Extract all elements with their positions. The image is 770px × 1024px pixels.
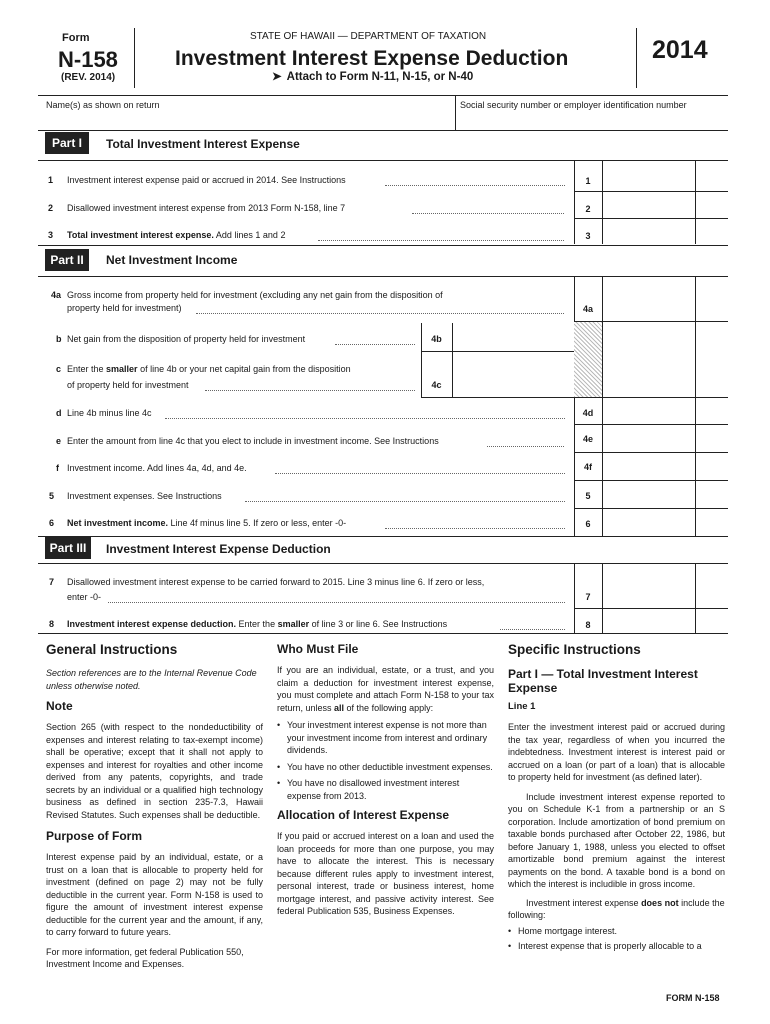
specific-bullet-1-text: Home mortgage interest. [518, 925, 618, 936]
line4a-number: 4a [51, 290, 62, 300]
line4a-box-label: 4a [582, 304, 593, 314]
line3-box-label: 3 [585, 231, 591, 241]
who-bullet-2: • You have no other deductible investment expenses. [277, 761, 493, 772]
line5-text: Investment expenses. See Instructions [67, 491, 222, 501]
names-field[interactable] [40, 111, 452, 127]
line4c-number: c [56, 364, 62, 374]
line3-text [67, 230, 285, 240]
line3-bold: Total investment interest expense. [67, 230, 214, 240]
include-text: Include investment interest expense reported to you on Schedule K-1 from a partnership or an S corporation. Include amortization of bond premium on taxable bonds purchased after October 22, 1986, but before January 1, 1988, unless you elected to offset amortizable bond premium against the interest payments on the bond. A taxable bond is a bond on which the interest is includible in gross income. [508, 791, 725, 889]
line4b-amount[interactable] [454, 325, 572, 350]
who-text-b: all [334, 702, 345, 713]
ssn-field[interactable] [458, 111, 726, 127]
line4f-text: Investment income. Add lines 4a, 4d, and 4e. [67, 463, 247, 473]
line4d-amount[interactable] [604, 399, 694, 423]
line6-rest: Line 4f minus line 5. If zero or less, enter -0- [168, 518, 347, 528]
arrow-right-icon: ➤ [272, 71, 282, 83]
part1-badge: Part I [45, 132, 89, 154]
line7-amount[interactable] [604, 580, 694, 606]
line2-text: Disallowed investment interest expense from 2013 Form N-158, line 7 [67, 203, 346, 213]
instructions-col1 [46, 642, 263, 971]
line6-amount[interactable] [604, 510, 694, 535]
form-revision: (REV. 2014) [61, 72, 116, 83]
part1-title: Total Investment Interest Expense [106, 137, 300, 151]
instructions-col2 [277, 642, 494, 918]
line8-amount[interactable] [604, 610, 694, 632]
line2-number: 2 [48, 203, 54, 213]
line4e-amount[interactable] [604, 426, 694, 451]
form-word: Form [62, 32, 90, 44]
ssn-label: Social security number or employer identification number [460, 100, 687, 110]
line4d-number: d [56, 408, 62, 418]
line4d-box-label: 4d [582, 408, 594, 418]
line1-amount[interactable] [604, 164, 694, 190]
not-include-a: Investment interest expense [526, 897, 642, 908]
specific-bullet-2: • Interest expense that is properly allocable to a [508, 941, 702, 951]
note-text: Section 265 (with respect to the nondeductibility of expenses and interest relating to tax-exempt income) shall be operative; except that it shall not apply to expenses and interest for royalties and other income derived from any patents, copyrights, and trade secrets by an individual or a qualified high technology business as defined in section 235-7.3, Hawaii Revised Statutes. Such expenses shall be deductible. [46, 722, 263, 820]
line3-rest: Add lines 1 and 2 [213, 230, 286, 240]
line4b-box-label: 4b [431, 334, 442, 344]
line4f-box-label: 4f [583, 462, 592, 472]
line4c-t1c: of line 4b or your net capital gain from the disposition [137, 364, 351, 374]
line7-text1: Disallowed investment interest expense to be carried forward to 2015. Line 3 minus line 6. If zero or less, [67, 577, 485, 587]
alloc-text: If you paid or accrued interest on a loan and used the loan proceeds for more than one purpose, you may have to allocate the interest. This is necessary because different rules apply to investment interest, personal interest, trade or business interest, home mortgage interest, and passive activity interest. See federal Publication 535, Business Expenses. [277, 831, 494, 916]
part2-title: Net Investment Income [106, 253, 238, 267]
footer-form-label: FORM N-158 [666, 993, 720, 1003]
who-text [277, 664, 494, 714]
line8-b: smaller [277, 619, 310, 629]
line6-box-label: 6 [585, 519, 591, 529]
line1-box-label: 1 [585, 176, 591, 186]
who-bullet-2-text: You have no other deductible investment expenses. [287, 761, 493, 772]
instructions-col3 [508, 642, 725, 953]
part1-instr-heading: Part I — Total Investment Interest Expense [508, 667, 698, 695]
line8-text [67, 619, 447, 629]
line7-number: 7 [49, 577, 55, 587]
attach-text: Attach to Form N-11, N-15, or N-40 [286, 71, 474, 83]
line5-box-label: 5 [585, 491, 591, 501]
line8-a: Enter the [236, 619, 278, 629]
part3-badge: Part III [45, 537, 91, 559]
form-number: N-158 [58, 47, 118, 72]
line4c-t1a: Enter the [67, 364, 107, 374]
line1-number: 1 [48, 175, 54, 185]
line7-box-label: 7 [585, 592, 591, 602]
line8-number: 8 [49, 619, 55, 629]
purpose-text: Interest expense paid by an individual, estate, or a trust on a loan that is allocable to property held for investment (defined on page 2) may not be fully deductible in the current year. Form N-158 is used to figure the amount of investment interest expense deductible for the current year and the amount, if any, to carry forward to future years. [46, 852, 263, 937]
line6-bold: Net investment income. [67, 518, 169, 528]
line4c-text2: of property held for investment [67, 380, 189, 390]
line3-amount[interactable] [604, 220, 694, 244]
purpose-heading: Purpose of Form [46, 829, 143, 843]
who-bullet-1: • Your investment interest expense is not more than your investment income from interest and ordinary dividends. [277, 720, 488, 755]
form-title: Investment Interest Expense Deduction [175, 47, 569, 70]
who-text-a: If you are an individual, estate, or a trust, and you claim a deduction for investment interest expense, you must complete and attach Form N-158 to your tax return, unless [277, 665, 494, 713]
who-bullet-1-text: Your investment interest expense is not more than your investment income from interest and ordinary dividends. [287, 720, 488, 755]
line4f-amount[interactable] [604, 454, 694, 479]
alloc-heading: Allocation of Interest Expense [277, 808, 450, 822]
line4e-number: e [56, 436, 62, 446]
who-text-c: of the following apply: [344, 702, 434, 713]
not-include-c: include the following: [508, 897, 725, 920]
agency-name: STATE OF HAWAII — DEPARTMENT OF TAXATION [250, 31, 487, 42]
who-bullet-3: • You have no disallowed investment interest expense from 2013. [277, 778, 460, 801]
line4a-text2: property held for investment) [67, 303, 182, 313]
line4c-t1b: smaller [106, 364, 138, 374]
line4c-text1 [67, 364, 351, 374]
line4b-number: b [56, 334, 62, 344]
line4c-box-label: 4c [431, 380, 442, 390]
who-heading: Who Must File [277, 642, 359, 656]
section-refs: Section references are to the Internal Revenue Code unless otherwise noted. [46, 668, 257, 691]
line4f-number: f [56, 463, 59, 473]
names-label: Name(s) as shown on return [46, 100, 160, 110]
line4e-text: Enter the amount from line 4c that you elect to include in investment income. See Instructions [67, 436, 439, 446]
line4e-box-label: 4e [582, 434, 593, 444]
line5-amount[interactable] [604, 482, 694, 507]
line2-box-label: 2 [585, 204, 591, 214]
general-heading: General Instructions [46, 642, 178, 657]
line1-text: Investment interest expense paid or accrued in 2014. See Instructions [67, 175, 346, 185]
line8-bold: Investment interest expense deduction. [67, 619, 237, 629]
who-bullet-3-text: You have no disallowed investment interest expense from 2013. [287, 778, 460, 801]
line4a-text1: Gross income from property held for investment (excluding any net gain from the disposition of [67, 290, 443, 300]
specific-bullet-2-text: Interest expense that is properly allocable to a [518, 941, 702, 951]
line4b-text: Net gain from the disposition of property held for investment [67, 334, 306, 344]
tax-year: 2014 [652, 36, 708, 64]
line3-number: 3 [48, 230, 54, 240]
note-heading: Note [46, 699, 73, 713]
line5-number: 5 [49, 491, 55, 501]
shaded-area [574, 322, 602, 397]
line4c-amount[interactable] [454, 360, 572, 395]
line1-instr-text: Enter the investment interest paid or accrued during the tax year, regardless of when you incurred the indebtedness. Investment interest is interest paid or accrued on a loan (or part of a loan) that is allocable to property held for investment (as defined later). [508, 722, 725, 782]
line8-box-label: 8 [585, 620, 591, 630]
specific-heading: Specific Instructions [508, 642, 641, 657]
line2-amount[interactable] [604, 193, 694, 217]
part2-badge: Part II [45, 249, 89, 271]
attach-instruction [272, 69, 473, 83]
line6-number: 6 [49, 518, 55, 528]
not-include-text [508, 897, 725, 922]
line4d-text: Line 4b minus line 4c [67, 408, 152, 418]
more-info: For more information, get federal Publication 550, Investment Income and Expenses. [46, 946, 244, 969]
not-include-b: does not [641, 897, 679, 908]
line4a-amount[interactable] [604, 290, 694, 320]
line8-c: of line 3 or line 6. See Instructions [309, 619, 448, 629]
line7-text2: enter -0- [67, 592, 102, 602]
line1-heading: Line 1 [508, 701, 536, 712]
part3-title: Investment Interest Expense Deduction [106, 542, 331, 556]
line6-text [67, 518, 346, 528]
specific-bullet-1: • Home mortgage interest. [508, 925, 618, 936]
